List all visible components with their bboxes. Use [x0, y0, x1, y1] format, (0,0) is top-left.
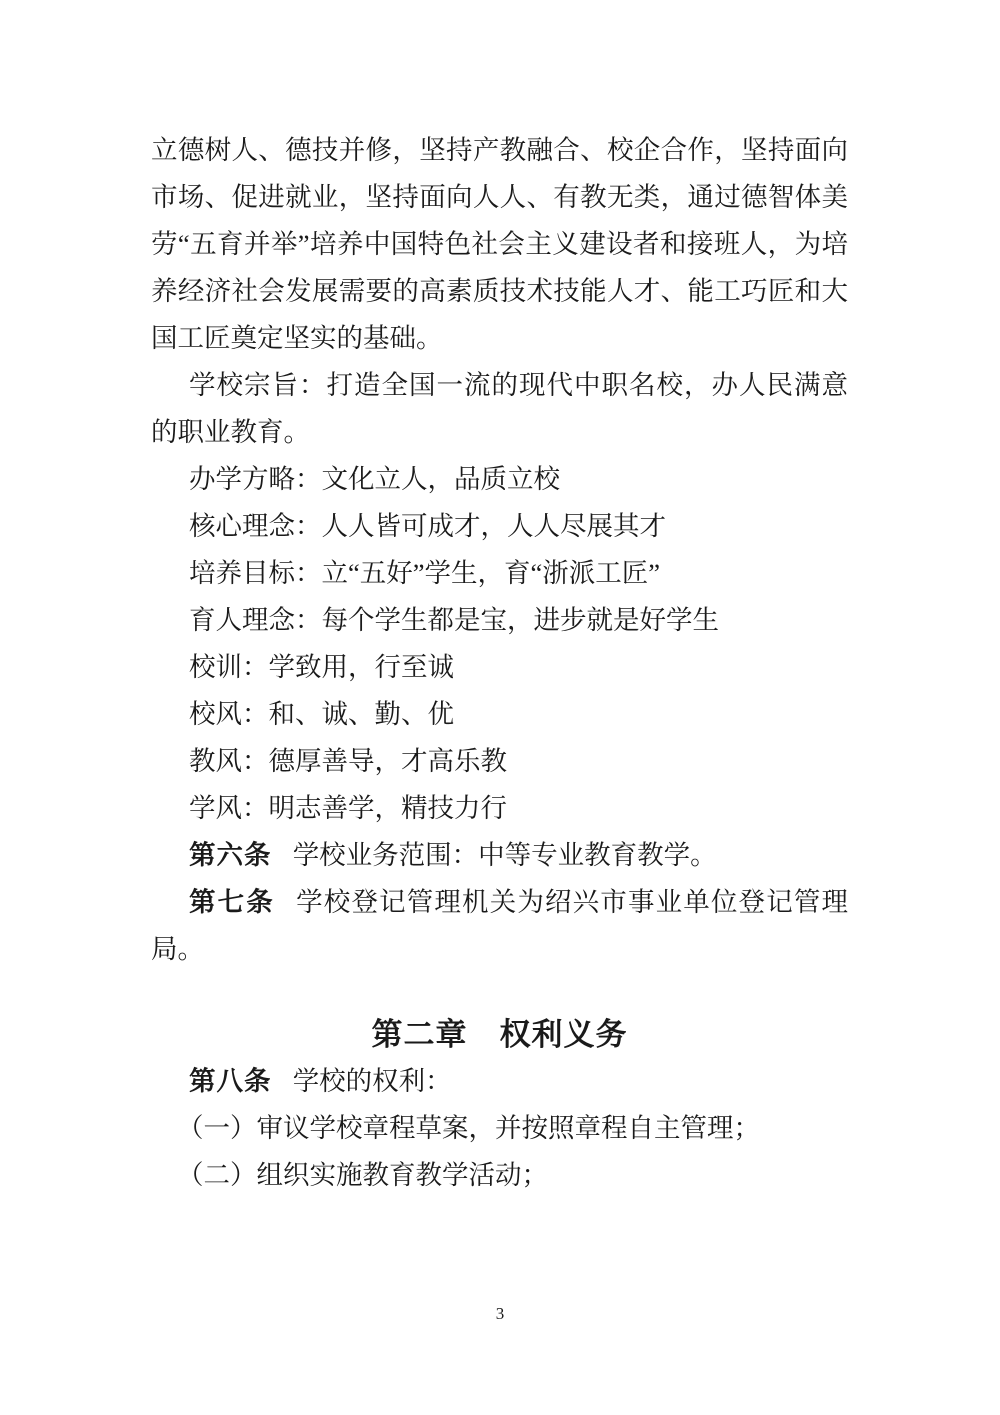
- article-7-label: 第七条: [189, 887, 275, 917]
- article-8-text: 学校的权利：: [292, 1066, 452, 1096]
- article-7-text: 学校登记管理机关为绍兴市事业单位登记管理局。: [151, 887, 849, 964]
- article-6-label: 第六条: [189, 840, 272, 870]
- para-core-philosophy: 核心理念：人人皆可成才，人人尽展其才: [189, 511, 666, 541]
- chapter-2-heading: 第二章 权利义务: [371, 1017, 628, 1052]
- para-article-6: [151, 832, 848, 879]
- document-body: [151, 127, 848, 1199]
- para-education-philosophy: 育人理念：每个学生都是宝，进步就是好学生: [189, 605, 719, 635]
- page-number: 3: [495, 1304, 505, 1323]
- para-school-motto: 校训：学致用，行至诚: [189, 652, 454, 682]
- para-rights-item-2: （二）组织实施教育教学活动；: [177, 1160, 548, 1190]
- para-teaching-ethos: 教风：德厚善导，才高乐教: [189, 746, 507, 776]
- para-school-strategy: 办学方略：文化立人，品质立校: [189, 464, 560, 494]
- para-rights-item-1: （一）审议学校章程草案，并按照章程自主管理；: [177, 1113, 760, 1143]
- para-training-goal: 培养目标：立“五好”学生，育“浙派工匠”: [189, 558, 661, 588]
- para-learning-ethos: 学风：明志善学，精技力行: [189, 793, 507, 823]
- para-school-ethos: 校风：和、诚、勤、优: [189, 699, 454, 729]
- para-continuation: 立德树人、德技并修，坚持产教融合、校企合作，坚持面向市场、促进就业，坚持面向人人、有教无类，通过德智体美劳“五育并举”培养中国特色社会主义建设者和接班人，为培养经济社会发展需要的高素质技术技能人才、能工巧匠和大国工匠奠定坚实的基础。: [151, 135, 848, 353]
- para-school-mission: 学校宗旨：打造全国一流的现代中职名校，办人民满意的职业教育。: [151, 370, 848, 447]
- para-article-7: [151, 879, 848, 973]
- article-6-text: 学校业务范围：中等专业教育教学。: [292, 840, 717, 870]
- article-8-label: 第八条: [189, 1066, 272, 1096]
- para-article-8: [151, 1058, 848, 1105]
